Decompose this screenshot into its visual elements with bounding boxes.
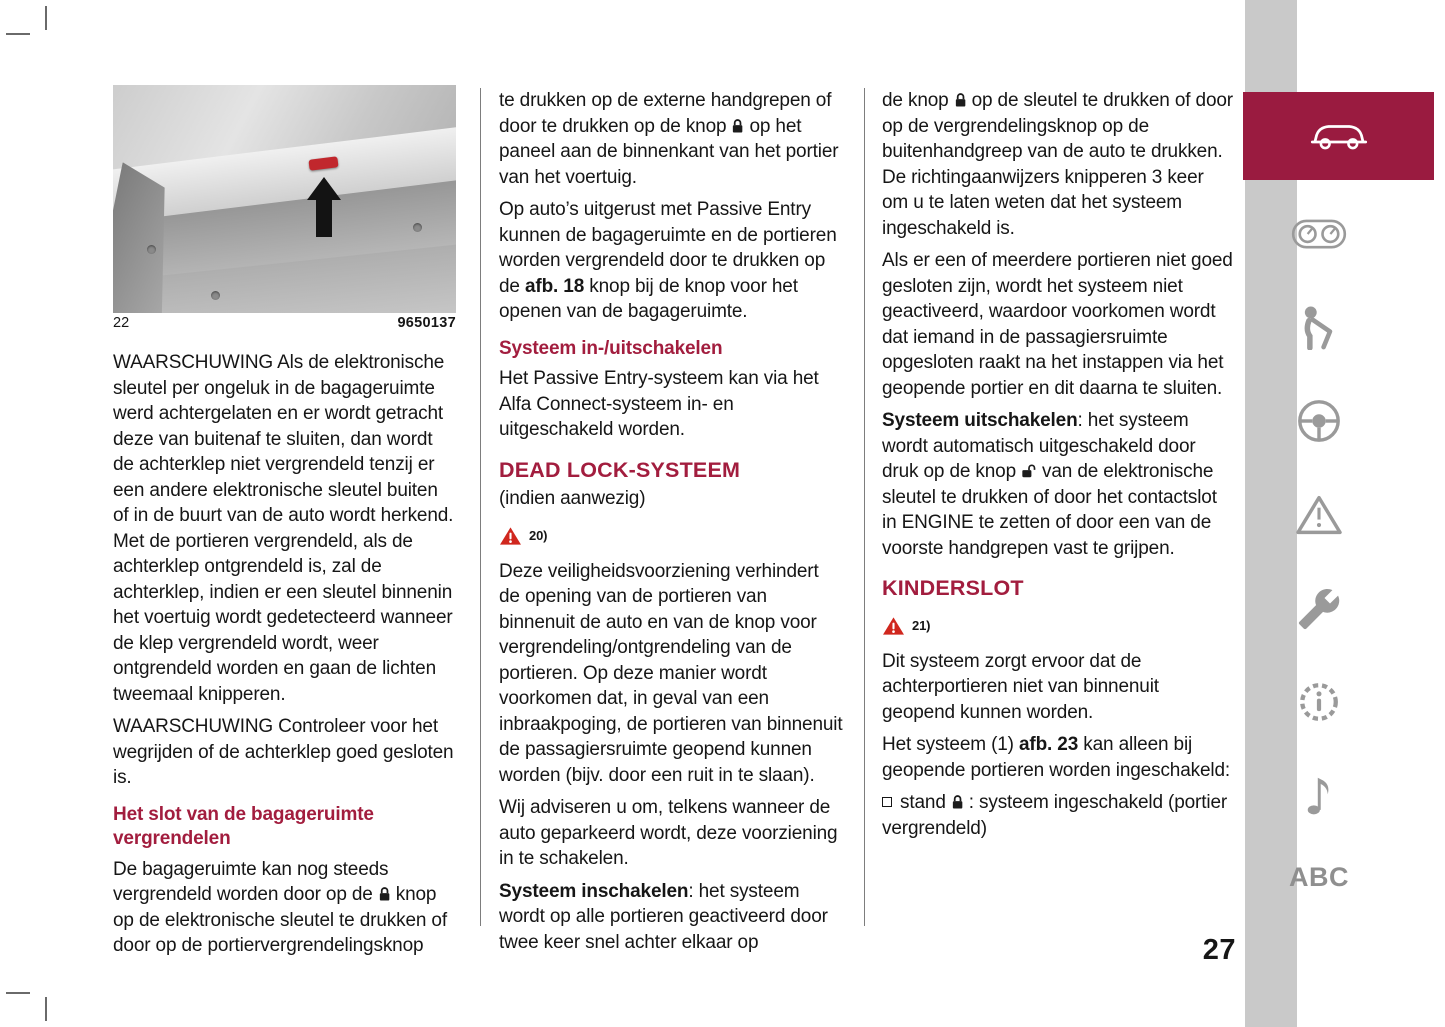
column-divider [864, 88, 865, 926]
gear-info-icon [1296, 679, 1342, 725]
warning-triangle-icon [1295, 494, 1343, 536]
section-heading: Systeem in-/uitschakelen [499, 337, 723, 359]
warning-number: 21) [912, 618, 931, 633]
crop-mark [45, 997, 47, 1021]
figure-reference: afb. 23 [1018, 734, 1079, 755]
paragraph: Systeem uitschakelen: het systeem wordt automatisch uitgeschakeld door druk op de knop van de elektronische sleutel te drukken of door het contactslot in ENGINE te zetten of door een van de voorste handgrepen vast te grijpen. [882, 410, 1217, 559]
paragraph: Het systeem (1) afb. 23 kan alleen bij geopende portieren worden ingeschakeld: [882, 734, 1231, 781]
screw-dot [147, 245, 156, 254]
bold-lead: Systeem inschakelen [499, 880, 689, 902]
sidebar-tab-car [1243, 92, 1434, 180]
text-column-2 [499, 88, 843, 962]
screw-dot [413, 223, 422, 232]
sidebar-tab-technical-data [1290, 673, 1348, 731]
paragraph: Deze veiligheidsvoorziening verhindert de opening van de portieren van binnenuit de auto en van de knop voor vergrendeling/ontgrendeling van de portieren. Op deze manier wordt voorkomen dat, in geval van een inbraakpoging, de portieren van binnenuit de passagiersruimte geopend kunnen worden (bijv. door een ruit in te slaan). [499, 560, 843, 786]
paragraph: te drukken op de externe handgrepen of door te drukken op de knop op het paneel aan de binnenkant van het portier van het voertuig. [499, 90, 839, 188]
availability-note: (indien aanwezig) [499, 487, 646, 509]
steering-wheel-icon [1296, 398, 1342, 444]
airbag-icon [1298, 304, 1340, 350]
warning-triangle-icon [499, 526, 522, 546]
trunk-lock-photo [113, 85, 456, 313]
text-column-1 [113, 350, 458, 966]
music-note-icon [1306, 775, 1332, 817]
sidebar-tab-multimedia [1290, 767, 1348, 825]
page-number: 27 [1202, 934, 1236, 966]
crop-mark [6, 992, 30, 994]
paragraph: Systeem inschakelen: het systeem wordt op alle portieren geactiveerd door twee keer snel achter elkaar op [499, 880, 828, 953]
sidebar-tab-emergency [1290, 486, 1348, 544]
paragraph: Dit systeem zorgt ervoor dat de achterportieren niet van binnenuit geopend kunnen worden. [882, 650, 1159, 723]
dashboard-gauges-icon [1291, 216, 1347, 252]
paragraph: WAARSCHUWING Als de elektronische sleutel per ongeluk in de bagageruimte werd achtergelaten en er wordt getracht deze van buitenaf te sluiten, dan wordt de achterklep niet vergrendeld tenzij er een andere elektronische sleutel buiten of in de buurt van de auto wordt herkend. Met de portieren vergrendeld, als de achterklep ontgrendeld is, zal de achterklep, indien er een sleutel binnenin het voertuig wordt gedetecteerd wanneer de klep vergrendeld wordt, weer ontgrendeld worden en gaan de lichten tweemaal knipperen. [113, 352, 454, 705]
lock-icon [951, 794, 964, 810]
paragraph: Wij adviseren u om, telkens wanneer de auto geparkeerd wordt, deze voorziening in te schakelen. [499, 797, 838, 869]
lock-icon [731, 118, 744, 134]
chapter-heading: DEAD LOCK-SYSTEEM [499, 457, 741, 482]
lock-icon [954, 92, 967, 108]
figure-code: 9650137 [397, 315, 456, 331]
unlock-icon [1021, 463, 1037, 479]
abc-label: ABC [1289, 862, 1349, 892]
chapter-heading: KINDERSLOT [882, 576, 1024, 600]
square-bullet-icon [882, 797, 892, 807]
section-heading: Het slot van de bagageruimte vergrendelen [113, 803, 374, 849]
pointer-arrow-icon [307, 177, 341, 200]
paragraph: Als er een of meerdere portieren niet goed gesloten zijn, wordt het systeem niet geactiveerd, waardoor voorkomen wordt dat iemand in de passagiersruimte opgesloten raakt na het instappen via het geopende portier en dit daarna te sluiten. [882, 250, 1233, 399]
sidebar-tab-dashboard [1290, 205, 1348, 263]
figure-caption [113, 315, 456, 331]
crop-mark [45, 6, 47, 30]
warning-reference [499, 523, 843, 549]
figure-reference: afb. 18 [524, 275, 585, 297]
sidebar-tab-driving [1290, 392, 1348, 450]
bullet-item: stand : systeem ingeschakeld (portier vergrendeld) [882, 792, 1228, 839]
warning-reference [882, 613, 1234, 639]
bold-lead: Systeem uitschakelen [882, 410, 1078, 431]
sidebar-tab-maintenance [1290, 580, 1348, 638]
paragraph: Het Passive Entry-systeem kan via het Alfa Connect-systeem in- en uitgeschakeld worden. [499, 368, 819, 440]
column-divider [480, 88, 481, 926]
crop-mark [6, 33, 30, 35]
paragraph: De bagageruimte kan nog steeds vergrendeld worden door op de knop op de elektronische sleutel te drukken of door op de portiervergrendelingsknop [113, 858, 447, 956]
lock-icon [378, 886, 391, 902]
sidebar-tab-index [1284, 862, 1354, 893]
wrench-icon [1297, 587, 1341, 631]
paragraph: Op auto’s uitgerust met Passive Entry kunnen de bagageruimte en de portieren worden vergrendeld door te drukken op de afb. 18 knop bij de knop voor het openen van de bagageruimte. [499, 199, 837, 322]
warning-number: 20) [529, 528, 548, 543]
figure-number: 22 [113, 315, 130, 331]
text-column-3 [882, 88, 1234, 848]
pointer-arrow-icon [316, 199, 332, 237]
sidebar-tab-safety [1290, 298, 1348, 356]
car-icon [1308, 118, 1370, 154]
paragraph: de knop op de sleutel te drukken of door op de vergrendelingsknop op de buitenhandgreep van de auto te drukken. De richtingaanwijzers knipperen 3 keer om u te laten weten dat het systeem ingeschakeld is. [882, 90, 1233, 239]
screw-dot [211, 291, 220, 300]
paragraph: WAARSCHUWING Controleer voor het wegrijden of de achterklep goed gesloten is. [113, 716, 454, 788]
warning-triangle-icon [882, 616, 905, 636]
